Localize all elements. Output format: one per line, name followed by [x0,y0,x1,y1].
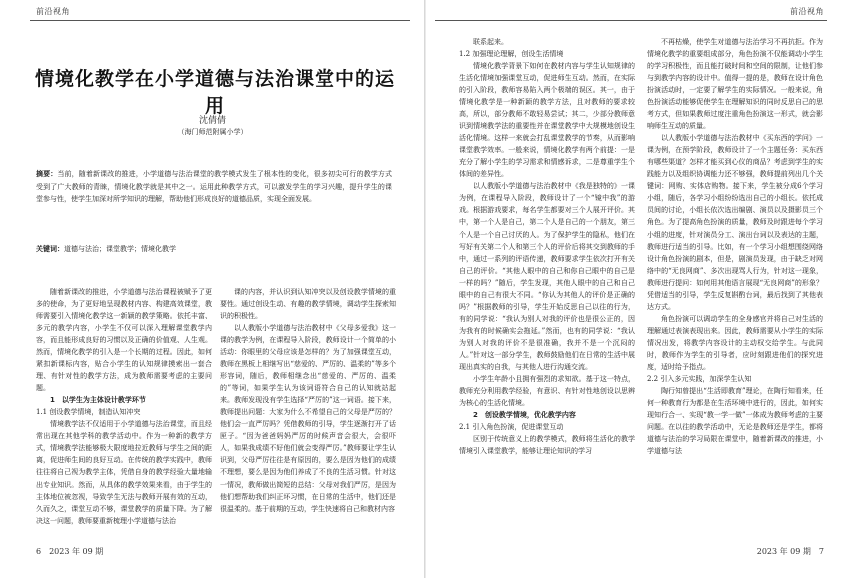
article-title: 情境化教学在小学道德与法治课堂中的运用 [34,68,395,117]
abstract-label: 摘要： [36,170,58,178]
body-paragraph: 情境教学法不仅适用于小学道德与法治课堂，而且经常出现在其他学科的教学活动中。作为一种新的教学方式，情境教学法能够极大限度地拉近教师与学生之间的距离，促进师生间的良好互动。在传统的教学实践中，教师往往将自己视为教学主体，凭借自身的教学经验大量地输出专业知识。然而，从具体的教学效果来看，由于学生的主体地位被忽视，导致学生无法与教师开展有效的互动，久而久之，课堂互动不够，课堂教学的质量下降。为了解决这一问题，教师要重新梳理小学道德与法治 [36,420,212,525]
body-column-1 [36,286,212,540]
section-heading: 1 以学生为主体设计教学环节 [50,396,146,405]
section-heading: 2 创设教学情境，优化教学内容 [473,410,576,419]
body-column-3 [459,36,635,540]
body-paragraph: 以人教版小学道德与法治教材中《买东西的学问》一课为例，在预学阶段，教师设计了一个主题任务：买东西有哪些渠道？怎样才能买到心仪的商品？考虑到学生的实践能力以及组织协调能力还不够强，教师提前列出几个关键词：网购、实体店购物。接下来，学生被分成6个学习小组，随后，各学习小组纷纷选出自己的小组长。依托成员间的讨论，小组长依次选出编剧、演员以及摄影员三个角色。为了提高角色扮演的质量，教师及时跟进每个学习小组的进度，针对演员分工、演出台词以及表达的主题，教师进行适当的引导。比如，有一个学习小组想围绕网络设计角色扮演的剧本，但是，剧演员发现，由于缺乏对网络中的“无良网商”、多次出现骂人行为，针对这一现象，教师进行提问：如何用其他语言展现“无良网商”的形象？凭借适当的引导，学生反复斟酌台词，最后找到了其他表达方式。 [647,134,823,311]
keywords [36,244,392,254]
keywords-label: 关键词： [36,245,64,253]
section-heading: 2.2 引入多元实践，加深学生认知 [647,374,752,383]
section-heading: 1.1 创设教学情境，制造认知冲突 [36,408,141,417]
body-paragraph: 随着新课改的推进，小学道德与法治课程被赋予了更多的使命，为了更好地呈现教材内容、构建高效课堂，教师需要引入情境化教学这一新颖的教学策略。依托丰富、多元的教学内容，小学生不仅可以深入理解课堂教学内容，而且能形成良好的习惯以及正确的价值观、人生观。然而，情境化教学的引入是一个长期的过程。因此，如何紧扣新课标内容，贴合小学生的认知规律摸索出一套合理、有针对性的教学方法，成为教师需要考虑的主要问题。 [36,288,212,393]
author-affiliation: （海门师范附属小学） [177,128,248,136]
body-paragraph: 不再枯燥，使学生对道德与法治学习不再抗拒。作为情境化教学的重要组成部分，角色扮演不仅能调动小学生的学习积极性，而且能打破时间和空间的限制，让他们参与到教学内容的设计中。值得一提的是，教师在设计角色扮演活动时，一定要了解学生的实际情况。一般来说，角色扮演活动能够促使学生在理解知识的同时反思自己的思考方式，但如果教师过度注重角色扮演这一形式，就会影响师生互动的质量。 [647,38,823,131]
body-column-2 [220,286,396,540]
body-paragraph: 联系起来。 [473,38,508,46]
body-paragraph: 陶行知曾提出“生活即教育”理论，在陶行知看来，任何一种教育行为都是在生活环境中进行的，因此，如何实现知行合一、实现“教一学一做”一体成为教师考虑的主要问题。在以往的教学活动中，无论是教师还是学生，都将道德与法治的学习局限在课堂中，随着新课改的推进，小学道德与法 [647,386,823,456]
body-paragraph: 小学生年龄小且拥有强烈的求知欲。基于这一特点，教师充分利用教学经验，有意识、有针对性地创设以思辨为核心的生活化情境。 [459,374,635,407]
body-paragraph: 课的内容，并认识到认知冲突以及创设教学情境的重要性。通过创设生动、有趣的教学情境，调动学生探索知识的积极性。 [220,288,396,321]
header-rule [30,20,410,21]
body-paragraph: 以人教版小学道德与法治教材中《父母多爱我》这一课的教学为例，在课程导入阶段，教师设计一个简单的小活动：你眼里的父母应该是怎样的？为了加强课堂互动，教师在黑板上相继写出“慈爱的、严厉的、温柔的”等多个形容词，随后，教师相继念出“慈爱的、严厉的、温柔的”等词，如果学生认为该词语符合自己的认知就站起来。教师发现没有学生选择“严厉的”这一词语。接下来，教师提出问题：大家为什么不希望自己的父母是严厉的？他们会一直严厉吗？凭借教师的引导，学生逐渐打开了话匣子。“因为爸爸妈妈严厉的时候声音会很大，会很吓人，如果我成绩不好他们就会变得严厉。”教师要让学生认识到，父母严厉往往是有原因的，要么是因为他们的成绩不理想，要么是因为他们养成了不良的生活习惯。针对这一情况，教师做出简短的总结：父母对我们严厉，是因为他们想帮助我们纠正坏习惯，在日常的生活中，他们还是很温柔的。基于前期的互动，学生快速将自己和教材内容 [220,324,396,513]
body-paragraph: 情境化教学背景下如何在教材内容与学生认知规律的生活化情境加强课堂互动，促进师生互动。然而，在实际的引入阶段，教师容易陷入两个极端的误区。其一，由于情境化教学是一种新颖的教学方法，且对教师的要求较高，所以，部分教师不敢轻易尝试；其二，少部分教师意识到情境教学法的重要性并在课堂教学中大规模地创设生活化情境。这样一来就会打乱课堂教学的节奏，从而影响课堂教学效率。一般来说，情境化教学有两个前提：一是充分了解小学生的学习需求和情感诉求，二是尊重学生个体间的差异性。 [459,62,635,179]
right-page [425,0,850,578]
abstract [36,168,392,206]
header-rule [435,20,827,21]
body-paragraph: 区别于传统意义上的教学模式，教师将生活化的教学情境引入课堂教学，能够让理论知识的学习 [459,435,635,456]
body-column-4 [647,36,823,540]
running-header-left: 前沿视角 [36,7,70,16]
section-heading: 2.1 引入角色扮演，促进课堂互动 [459,423,564,431]
abstract-text: 当前，随着新课改的推进，小学道德与法治课堂的教学模式发生了根本性的变化，很多初尖可行的教学方式受到了广大教师的青睐，情境化教学就是其中之一。运用此种教学方式，可以激发学生的学习兴趣，提升学生的课堂参与性，使学生加深对所学知识的理解，帮助他们形成良好的道德品质，实现全面发展。 [36,170,393,204]
keywords-text: 道德与法治；课堂教学；情境化教学 [64,245,176,253]
page-number-right: 2023 年 09 期 7 [756,547,824,556]
page-number-left: 6 2023 年 09 期 [36,547,104,556]
running-header-right: 前沿视角 [790,7,824,16]
author-name: 沈倩倩 [198,116,226,126]
body-paragraph: 角色扮演可以调动学生的全身感官并将自己对生活的理解通过表演表现出来。因此，教师需要从小学生的实际情况出发，将教学内容设计的主动权交给学生。与此同时，教师作为学生的引导者，应时刻跟进他们的探究进度，适时给予指点。 [647,314,823,371]
section-heading: 1.2 加强理论理解，创设生活情境 [459,50,564,59]
body-paragraph: 以人教版小学道德与法治教材中《我是独特的》一课为例，在课程导入阶段，教师设计了一个“镜中我”的游戏。根据游戏要求，每名学生都要对三个人展开评价。其中，第一个人是自己，第二个人是自己的一个朋友，第三个人是一个自己讨厌的人。为了保护学生的隐私，他们在写好有关第二个人和第三个人的评价后将其交到教师的手中，通过一系列的评语传递，教师要求学生依次打开有关自己的评价。“其他人眼中的自己和你自己眼中的自己是一样的吗？”随后，学生发现，其他人眼中的自己和自己眼中的自己有很大不同。“你认为其他人的评价是正确的吗？”根据教师的引导，学生开始反思自己以往的行为，有的同学说：“我认为别人对我的评价也是很公正的，因为我有的时候确实会拖延。”然而，也有的同学说：“我认为别人对我的评价不是很准确，我并不是一个沉闷的人。”针对这一部分学生，教师鼓励他们在日常的生活中展现出真实的自我，与其他人进行沟通交流。 [459,182,635,371]
